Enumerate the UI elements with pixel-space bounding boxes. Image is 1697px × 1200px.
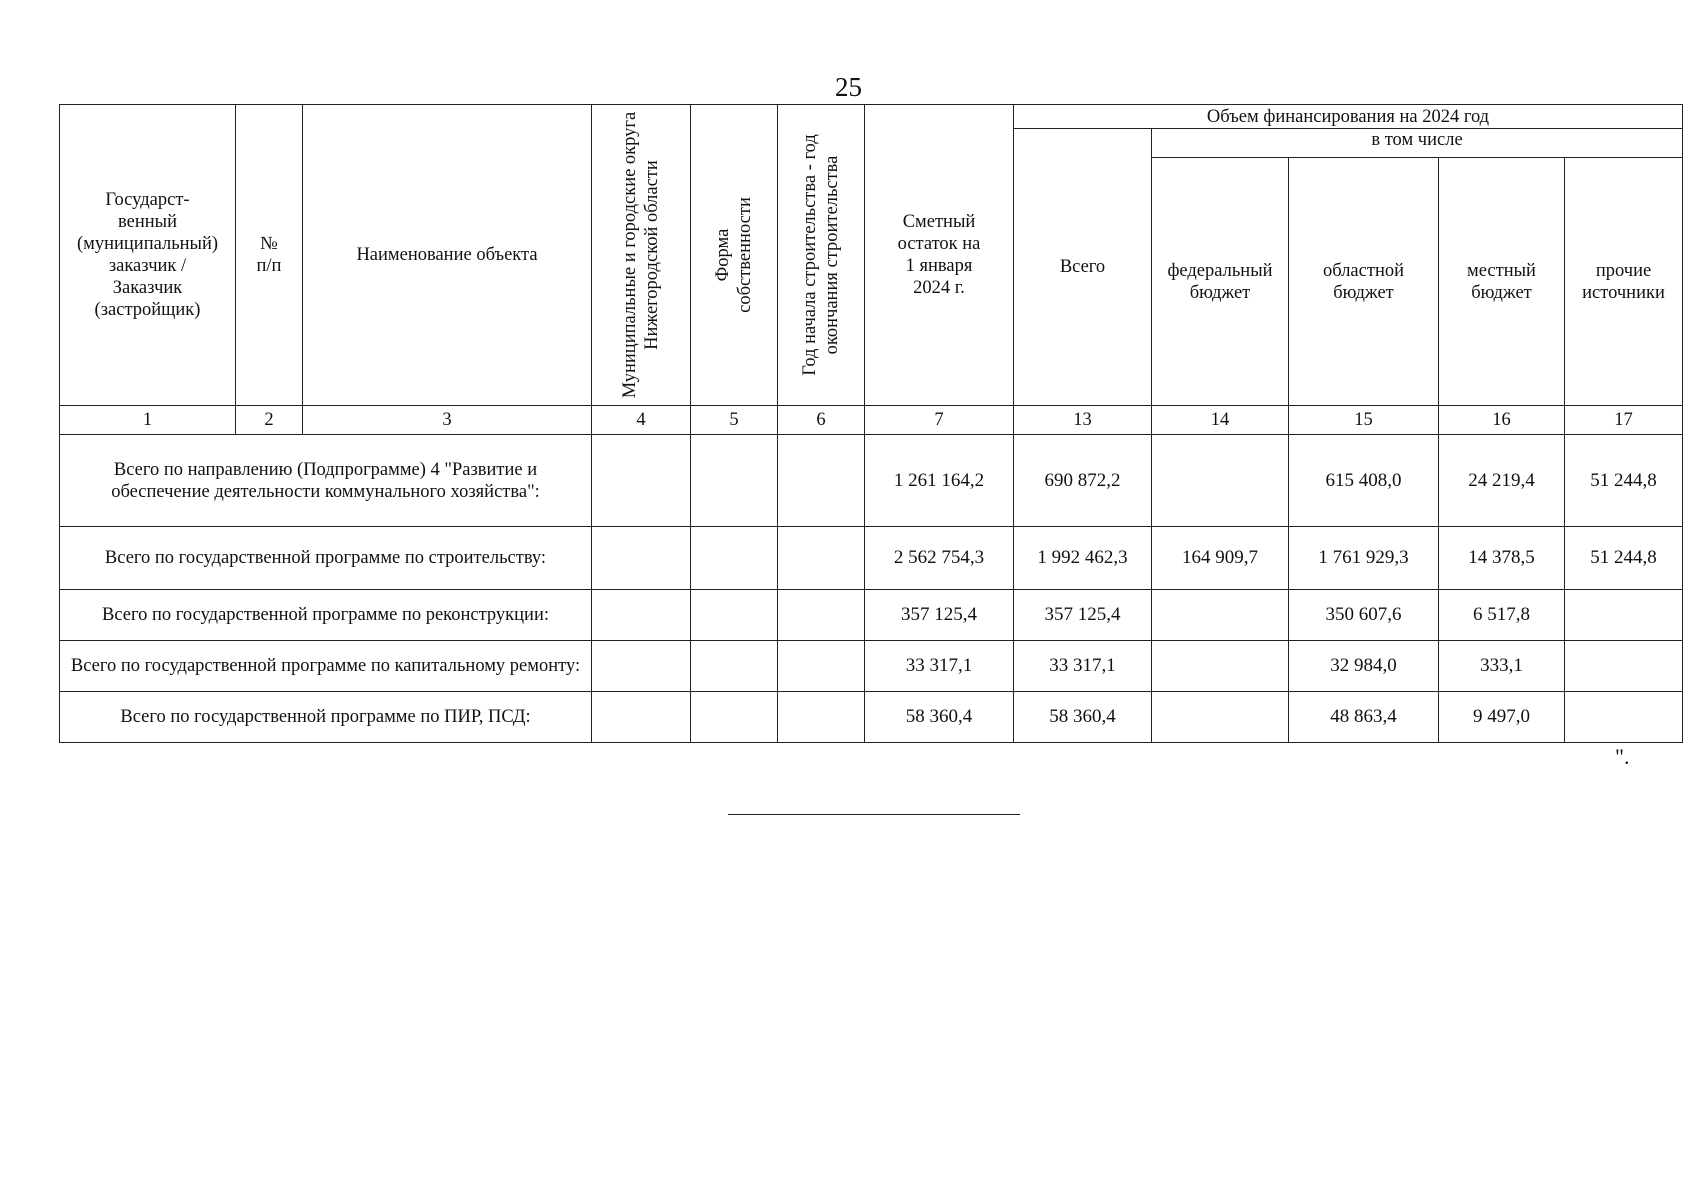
column-number: 14 — [1152, 406, 1289, 435]
cell-estimate: 33 317,1 — [865, 641, 1014, 692]
table-row — [60, 641, 1683, 692]
cell-total: 690 872,2 — [1014, 435, 1152, 527]
column-number: 2 — [236, 406, 303, 435]
cell-federal: 164 909,7 — [1152, 527, 1289, 590]
header-including: в том числе — [1152, 129, 1683, 158]
header-estimate: Сметный остаток на 1 января 2024 г. — [865, 105, 1014, 406]
header-municipal — [592, 105, 691, 406]
header-other: прочие источники — [1565, 158, 1683, 406]
cell-other — [1565, 692, 1683, 743]
empty-cell — [691, 641, 778, 692]
cell-total: 357 125,4 — [1014, 590, 1152, 641]
table-row — [60, 692, 1683, 743]
end-divider-line — [728, 814, 1020, 815]
cell-regional: 350 607,6 — [1289, 590, 1439, 641]
column-number: 4 — [592, 406, 691, 435]
cell-local: 24 219,4 — [1439, 435, 1565, 527]
cell-local: 9 497,0 — [1439, 692, 1565, 743]
cell-other — [1565, 590, 1683, 641]
cell-estimate: 58 360,4 — [865, 692, 1014, 743]
empty-cell — [592, 590, 691, 641]
column-number: 6 — [778, 406, 865, 435]
empty-cell — [691, 590, 778, 641]
cell-total: 58 360,4 — [1014, 692, 1152, 743]
row-label: Всего по направлению (Подпрограмме) 4 "Развитие и обеспечение деятельности коммунального хозяйства": — [60, 435, 592, 527]
closing-quote-mark: ". — [1615, 744, 1630, 769]
header-federal: федеральный бюджет — [1152, 158, 1289, 406]
cell-federal — [1152, 435, 1289, 527]
empty-cell — [691, 435, 778, 527]
cell-federal — [1152, 590, 1289, 641]
cell-other: 51 244,8 — [1565, 527, 1683, 590]
cell-regional: 615 408,0 — [1289, 435, 1439, 527]
header-years-text: Год начала строительства - год окончания строительства — [800, 134, 842, 376]
header-local: местный бюджет — [1439, 158, 1565, 406]
cell-estimate: 357 125,4 — [865, 590, 1014, 641]
row-label: Всего по государственной программе по капитальному ремонту: — [60, 641, 592, 692]
empty-cell — [778, 590, 865, 641]
cell-total: 33 317,1 — [1014, 641, 1152, 692]
column-number: 5 — [691, 406, 778, 435]
cell-other — [1565, 641, 1683, 692]
empty-cell — [592, 641, 691, 692]
empty-cell — [592, 527, 691, 590]
cell-federal — [1152, 641, 1289, 692]
header-num: № п/п — [236, 105, 303, 406]
empty-cell — [778, 641, 865, 692]
column-number: 13 — [1014, 406, 1152, 435]
column-number: 15 — [1289, 406, 1439, 435]
row-label: Всего по государственной программе по реконструкции: — [60, 590, 592, 641]
empty-cell — [592, 692, 691, 743]
header-municipal-text: Муниципальные и городские округа Нижегородской области — [620, 111, 662, 399]
header-funding-group: Объем финансирования на 2024 год — [1014, 105, 1683, 129]
page-number: 25 — [835, 72, 862, 102]
header-ownership-text: Форма собственности — [713, 197, 755, 313]
column-number: 3 — [303, 406, 592, 435]
cell-regional: 1 761 929,3 — [1289, 527, 1439, 590]
cell-estimate: 2 562 754,3 — [865, 527, 1014, 590]
row-label: Всего по государственной программе по ПИР, ПСД: — [60, 692, 592, 743]
cell-federal — [1152, 692, 1289, 743]
column-number: 7 — [865, 406, 1014, 435]
column-numbers-row — [60, 406, 1683, 435]
empty-cell — [778, 527, 865, 590]
cell-local: 14 378,5 — [1439, 527, 1565, 590]
empty-cell — [778, 435, 865, 527]
table-row — [60, 527, 1683, 590]
header-ownership — [691, 105, 778, 406]
empty-cell — [691, 527, 778, 590]
empty-cell — [691, 692, 778, 743]
header-regional: областной бюджет — [1289, 158, 1439, 406]
cell-regional: 32 984,0 — [1289, 641, 1439, 692]
header-total: Всего — [1014, 129, 1152, 406]
empty-cell — [778, 692, 865, 743]
cell-estimate: 1 261 164,2 — [865, 435, 1014, 527]
column-number: 17 — [1565, 406, 1683, 435]
cell-local: 333,1 — [1439, 641, 1565, 692]
table-row — [60, 435, 1683, 527]
column-number: 16 — [1439, 406, 1565, 435]
cell-total: 1 992 462,3 — [1014, 527, 1152, 590]
header-years — [778, 105, 865, 406]
header-object-name: Наименование объекта — [303, 105, 592, 406]
cell-other: 51 244,8 — [1565, 435, 1683, 527]
column-number: 1 — [60, 406, 236, 435]
cell-local: 6 517,8 — [1439, 590, 1565, 641]
table-row — [60, 590, 1683, 641]
financing-table — [59, 104, 1683, 743]
row-label: Всего по государственной программе по строительству: — [60, 527, 592, 590]
empty-cell — [592, 435, 691, 527]
cell-regional: 48 863,4 — [1289, 692, 1439, 743]
header-customer: Государст- венный (муниципальный) заказчик / Заказчик (застройщик) — [60, 105, 236, 406]
